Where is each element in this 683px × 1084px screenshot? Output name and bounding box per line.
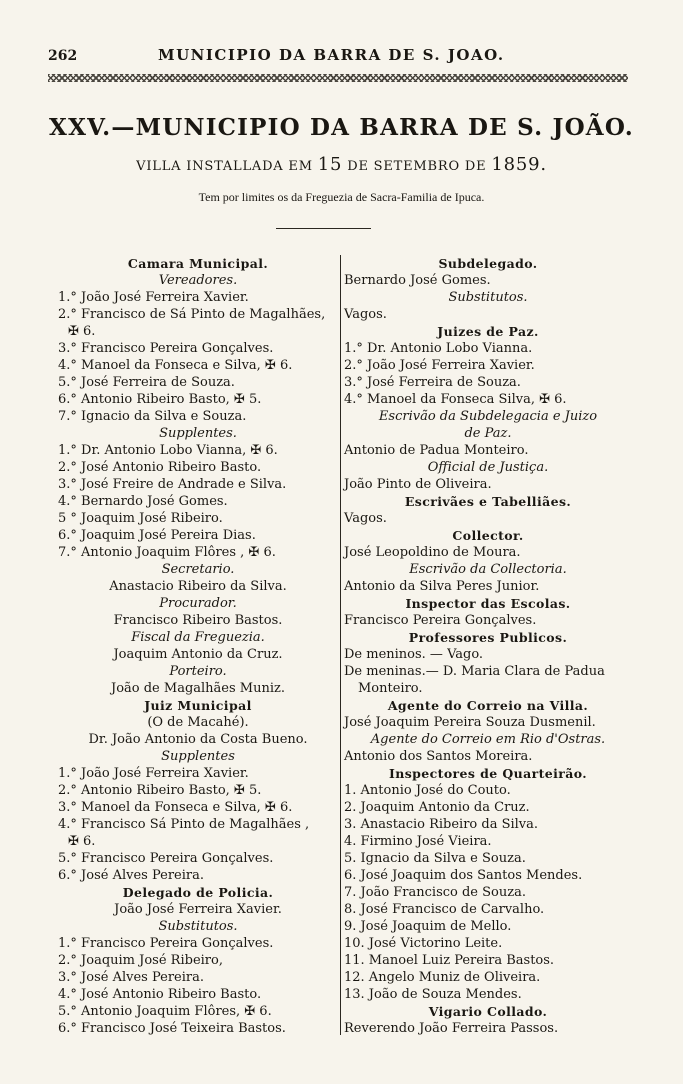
right-entry-line: José Joaquim Pereira Souza Dusmenil.: [344, 715, 596, 730]
left-entry-line: 5.° José Ferreira de Souza.: [58, 375, 235, 390]
left-entry-line: Francisco Ribeiro Bastos.: [113, 613, 283, 628]
left-entry-line: 3.° Manoel da Fonseca e Silva, ✠ 6.: [58, 800, 293, 815]
right-entry-line: Monteiro.: [358, 681, 423, 696]
left-entry-line: 5.° Francisco Pereira Gonçalves.: [58, 851, 274, 866]
right-entry-line: 7. João Francisco de Souza.: [344, 885, 526, 900]
right-role-heading: Escrivão da Collectoria.: [409, 562, 567, 577]
right-role-heading: Substitutos.: [448, 290, 528, 305]
left-entry-line: Joaquim Antonio da Cruz.: [113, 647, 283, 662]
right-entry-line: José Leopoldino de Moura.: [344, 545, 521, 560]
left-entry-line: 6.° Antonio Ribeiro Basto, ✠ 5.: [58, 392, 262, 407]
right-entry-line: 1.° Dr. Antonio Lobo Vianna.: [344, 341, 533, 356]
right-entry-line: 4. Firmino José Vieira.: [344, 834, 492, 849]
right-entry-line: João Pinto de Oliveira.: [344, 477, 492, 492]
right-entry-line: 5. Ignacio da Silva e Souza.: [344, 851, 526, 866]
right-entry-line: 3. Anastacio Ribeiro da Silva.: [344, 817, 539, 832]
right-entry-line: 8. José Francisco de Carvalho.: [344, 902, 545, 917]
right-entry-line: De meninas.— D. Maria Clara de Padua: [344, 664, 605, 679]
right-section-heading: Collector.: [452, 528, 524, 543]
left-entry-line: 5.° Antonio Joaquim Flôres, ✠ 6.: [58, 1004, 272, 1019]
ornamental-rule: [48, 74, 628, 82]
right-entry-line: 6. José Joaquim dos Santos Mendes.: [344, 868, 583, 883]
left-entry-line: 3.° Francisco Pereira Gonçalves.: [58, 341, 274, 356]
subtitle-part-a: VILLA INSTALLADA EM: [136, 159, 313, 174]
left-entry-line: 4.° José Antonio Ribeiro Basto.: [58, 987, 262, 1002]
left-entry-line: 6.° Francisco José Teixeira Bastos.: [58, 1021, 286, 1036]
right-entry-line: 3.° José Ferreira de Souza.: [344, 375, 521, 390]
left-entry-line: 3.° José Freire de Andrade e Silva.: [58, 477, 287, 492]
right-section-heading: Agente do Correio na Villa.: [387, 698, 589, 713]
right-entry-line: 13. João de Souza Mendes.: [344, 987, 522, 1002]
left-entry-line: João José Ferreira Xavier.: [114, 902, 282, 917]
right-section-heading: Juizes de Paz.: [437, 324, 539, 339]
subtitle-year: 1859.: [491, 154, 547, 175]
right-role-heading: Agente do Correio em Rio d'Ostras.: [370, 732, 606, 747]
right-entry-line: Antonio de Padua Monteiro.: [344, 443, 529, 458]
right-role-heading: de Paz.: [464, 426, 512, 441]
right-entry-line: 9. José Joaquim de Mello.: [344, 919, 512, 934]
left-role-heading: Procurador.: [159, 596, 237, 611]
right-entry-line: 1. Antonio José do Couto.: [344, 783, 511, 798]
left-entry-line: 2.° Joaquim José Ribeiro,: [58, 953, 223, 968]
right-entry-line: Antonio dos Santos Moreira.: [344, 749, 533, 764]
left-entry-line: 4.° Manoel da Fonseca e Silva, ✠ 6.: [58, 358, 293, 373]
left-role-heading: Vereadores.: [158, 273, 238, 288]
left-entry-line: (O de Macahé).: [147, 715, 249, 730]
right-section-heading: Inspectores de Quarteirão.: [388, 766, 588, 781]
left-entry-line: 5 ° Joaquim José Ribeiro.: [58, 511, 223, 526]
left-entry-line: Dr. João Antonio da Costa Bueno.: [88, 732, 308, 747]
left-role-heading: Supplentes: [161, 749, 235, 764]
left-entry-line: 6.° Joaquim José Pereira Dias.: [58, 528, 256, 543]
right-role-heading: Escrivão da Subdelegacia e Juizo: [378, 409, 598, 424]
right-entry-line: 4.° Manoel da Fonseca Silva, ✠ 6.: [344, 392, 567, 407]
page-number: 262: [48, 48, 78, 64]
left-role-heading: Fiscal da Freguezia.: [131, 630, 265, 645]
left-section-heading: Delegado de Policia.: [122, 885, 274, 900]
chapter-title: XXV.—MUNICIPIO DA BARRA DE S. JOÃO.: [49, 114, 634, 141]
left-entry-line: 1.° João José Ferreira Xavier.: [58, 290, 249, 305]
subtitle-day: 15: [317, 154, 343, 175]
section-rule: [276, 228, 371, 229]
right-section-heading: Inspector das Escolas.: [405, 596, 571, 611]
right-column: [344, 255, 632, 1037]
right-entry-line: Vagos.: [344, 307, 387, 322]
right-role-heading: Official de Justiça.: [427, 460, 549, 475]
left-section-heading: Juiz Municipal: [144, 698, 252, 713]
left-entry-line: 4.° Bernardo José Gomes.: [58, 494, 228, 509]
left-entry-line: Anastacio Ribeiro da Silva.: [109, 579, 287, 594]
left-entry-line: 2.° Francisco de Sá Pinto de Magalhães,: [58, 307, 326, 322]
left-entry-line: 3.° José Alves Pereira.: [58, 970, 204, 985]
left-entry-line: 2.° Antonio Ribeiro Basto, ✠ 5.: [58, 783, 262, 798]
left-column: [58, 255, 338, 1037]
right-section-heading: Professores Publicos.: [408, 630, 568, 645]
chapter-subtitle: [0, 154, 683, 175]
right-entry-line: 2. Joaquim Antonio da Cruz.: [344, 800, 530, 815]
running-title: MUNICIPIO DA BARRA DE S. JOAO.: [158, 46, 505, 64]
left-entry-line: 2.° José Antonio Ribeiro Basto.: [58, 460, 262, 475]
right-entry-line: 2.° João José Ferreira Xavier.: [344, 358, 535, 373]
left-role-heading: Substitutos.: [158, 919, 238, 934]
running-header: [48, 44, 628, 68]
right-entry-line: 12. Angelo Muniz de Oliveira.: [344, 970, 541, 985]
left-entry-line: 7.° Ignacio da Silva e Souza.: [58, 409, 247, 424]
right-entry-line: Vagos.: [344, 511, 387, 526]
left-role-heading: Porteiro.: [169, 664, 227, 679]
left-role-heading: Supplentes.: [159, 426, 237, 441]
left-entry-line: 1.° Dr. Antonio Lobo Vianna, ✠ 6.: [58, 443, 278, 458]
limits-note: Tem por limites os da Freguezia de Sacra-Familia de Ipuca.: [198, 190, 485, 204]
right-entry-line: Bernardo José Gomes.: [344, 273, 491, 288]
left-entry-line: ✠ 6.: [68, 324, 96, 339]
left-entry-line: 6.° José Alves Pereira.: [58, 868, 204, 883]
left-entry-line: 1.° Francisco Pereira Gonçalves.: [58, 936, 274, 951]
subtitle-part-b: DE SETEMBRO DE: [347, 159, 487, 174]
right-entry-line: De meninos. — Vago.: [344, 647, 484, 662]
left-entry-line: João de Magalhães Muniz.: [110, 681, 285, 696]
right-section-heading: Subdelegado.: [438, 256, 538, 271]
right-entry-line: Antonio da Silva Peres Junior.: [344, 579, 540, 594]
right-entry-line: Reverendo João Ferreira Passos.: [344, 1021, 559, 1036]
left-section-heading: Camara Municipal.: [127, 256, 269, 271]
left-entry-line: 7.° Antonio Joaquim Flôres , ✠ 6.: [58, 545, 276, 560]
left-entry-line: 4.° Francisco Sá Pinto de Magalhães ,: [58, 817, 310, 832]
right-entry-line: Francisco Pereira Gonçalves.: [344, 613, 537, 628]
right-entry-line: 11. Manoel Luiz Pereira Bastos.: [344, 953, 555, 968]
left-role-heading: Secretario.: [161, 562, 235, 577]
right-section-heading: Escrivães e Tabelliães.: [404, 494, 572, 509]
right-section-heading: Vigario Collado.: [428, 1004, 548, 1019]
left-entry-line: 1.° João José Ferreira Xavier.: [58, 766, 249, 781]
column-divider: [340, 255, 341, 1035]
left-entry-line: ✠ 6.: [68, 834, 96, 849]
right-entry-line: 10. José Victorino Leite.: [344, 936, 503, 951]
